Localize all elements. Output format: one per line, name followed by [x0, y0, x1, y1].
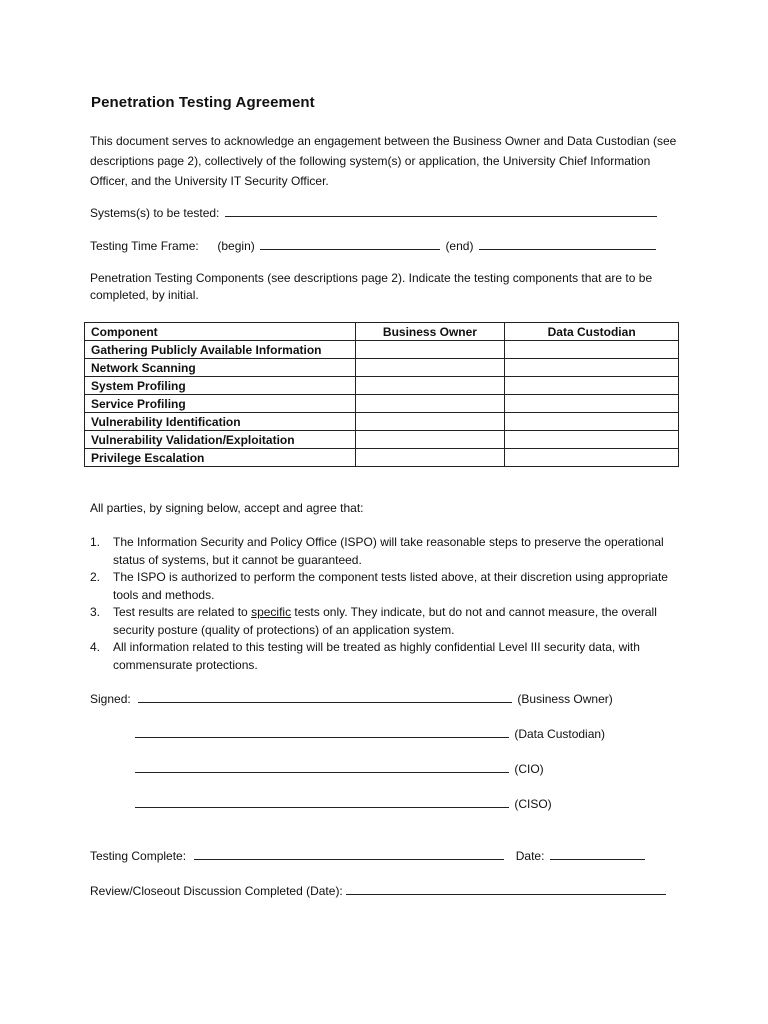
signature-line[interactable] [135, 726, 509, 738]
signature-line[interactable] [135, 796, 509, 808]
business-owner-initial-cell[interactable] [355, 395, 505, 413]
signature-row-cio [135, 761, 544, 776]
component-name: Vulnerability Validation/Exploitation [85, 431, 356, 449]
table-header-row [85, 323, 679, 341]
data-custodian-initial-cell[interactable] [505, 449, 679, 467]
list-item-text: The ISPO is authorized to perform the component tests listed above, at their discretion using appropriate tools and methods. [113, 570, 668, 602]
signature-line[interactable] [138, 691, 512, 703]
timeframe-label: Testing Time Frame: [90, 239, 199, 253]
business-owner-initial-cell[interactable] [355, 449, 505, 467]
component-name: Service Profiling [85, 395, 356, 413]
testing-complete-row [90, 848, 647, 863]
business-owner-initial-cell[interactable] [355, 413, 505, 431]
business-owner-initial-cell[interactable] [355, 341, 505, 359]
data-custodian-initial-cell[interactable] [505, 377, 679, 395]
component-name: Gathering Publicly Available Information [85, 341, 356, 359]
list-item [90, 604, 680, 639]
table-row [85, 359, 679, 377]
signature-role: (CISO) [514, 797, 552, 811]
data-custodian-initial-cell[interactable] [505, 413, 679, 431]
page-title: Penetration Testing Agreement [91, 94, 315, 111]
header-business-owner: Business Owner [355, 323, 505, 341]
signature-row-ciso [135, 796, 552, 811]
intro-paragraph: This document serves to acknowledge an engagement between the Business Owner and Data Custodian (see descriptions page 2), collectively of the following system(s) or application, the University Chief Information Officer, and the University IT Security Officer. [90, 134, 677, 188]
list-item-text: All information related to this testing will be treated as highly confidential Level III security data, with commensurate protections. [113, 640, 640, 672]
data-custodian-initial-cell[interactable] [505, 431, 679, 449]
list-item-text: The Information Security and Policy Office (ISPO) will take reasonable steps to preserve the operational status of systems, but it cannot be guaranteed. [113, 535, 664, 567]
signature-role: (Business Owner) [517, 692, 613, 706]
list-item [90, 639, 680, 674]
components-intro: Penetration Testing Components (see descriptions page 2). Indicate the testing components that are to be completed, by initial. [90, 271, 653, 302]
data-custodian-initial-cell[interactable] [505, 341, 679, 359]
signature-line[interactable] [135, 761, 509, 773]
signature-row-business-owner [90, 691, 613, 706]
table-row [85, 431, 679, 449]
header-component: Component [85, 323, 356, 341]
signature-role: (CIO) [514, 762, 544, 776]
list-item-number: 4. [90, 640, 101, 654]
systems-label: Systems(s) to be tested: [90, 206, 220, 220]
agreement-list [90, 534, 680, 674]
list-item [90, 569, 680, 604]
closeout-label: Review/Closeout Discussion Completed (Date): [90, 884, 343, 898]
begin-label: (begin) [217, 239, 255, 253]
business-owner-initial-cell[interactable] [355, 377, 505, 395]
closeout-row [90, 883, 668, 898]
component-name: Vulnerability Identification [85, 413, 356, 431]
testing-complete-line[interactable] [194, 848, 504, 860]
table-row [85, 377, 679, 395]
table-row [85, 341, 679, 359]
testing-complete-label: Testing Complete: [90, 849, 187, 863]
components-table [84, 322, 679, 467]
table-row [85, 413, 679, 431]
systems-line [90, 205, 659, 220]
header-data-custodian: Data Custodian [505, 323, 679, 341]
list-item-number: 1. [90, 535, 101, 549]
list-item [90, 534, 680, 569]
date-line[interactable] [550, 848, 645, 860]
component-name: System Profiling [85, 377, 356, 395]
component-name: Privilege Escalation [85, 449, 356, 467]
end-label: (end) [445, 239, 474, 253]
agreement-lead: All parties, by signing below, accept and agree that: [90, 501, 364, 515]
timeframe-line [90, 238, 658, 253]
data-custodian-initial-cell[interactable] [505, 395, 679, 413]
date-label: Date: [515, 849, 545, 863]
signed-label: Signed: [90, 692, 131, 706]
list-item-number: 3. [90, 605, 101, 619]
systems-input-line[interactable] [225, 205, 657, 217]
data-custodian-initial-cell[interactable] [505, 359, 679, 377]
closeout-date-line[interactable] [346, 883, 666, 895]
list-item-text-pre: Test results are related to [113, 605, 252, 619]
business-owner-initial-cell[interactable] [355, 431, 505, 449]
list-item-emphasis: specific [251, 605, 292, 619]
signature-role: (Data Custodian) [514, 727, 606, 741]
list-item-number: 2. [90, 570, 101, 584]
table-row [85, 395, 679, 413]
table-row [85, 449, 679, 467]
list-item-text-post: tests only. They indicate, but do not and cannot measure, the overall security posture (quality of protections) of an application system. [113, 605, 657, 637]
component-name: Network Scanning [85, 359, 356, 377]
end-date-line[interactable] [479, 238, 656, 250]
business-owner-initial-cell[interactable] [355, 359, 505, 377]
begin-date-line[interactable] [260, 238, 440, 250]
signature-row-data-custodian [135, 726, 605, 741]
